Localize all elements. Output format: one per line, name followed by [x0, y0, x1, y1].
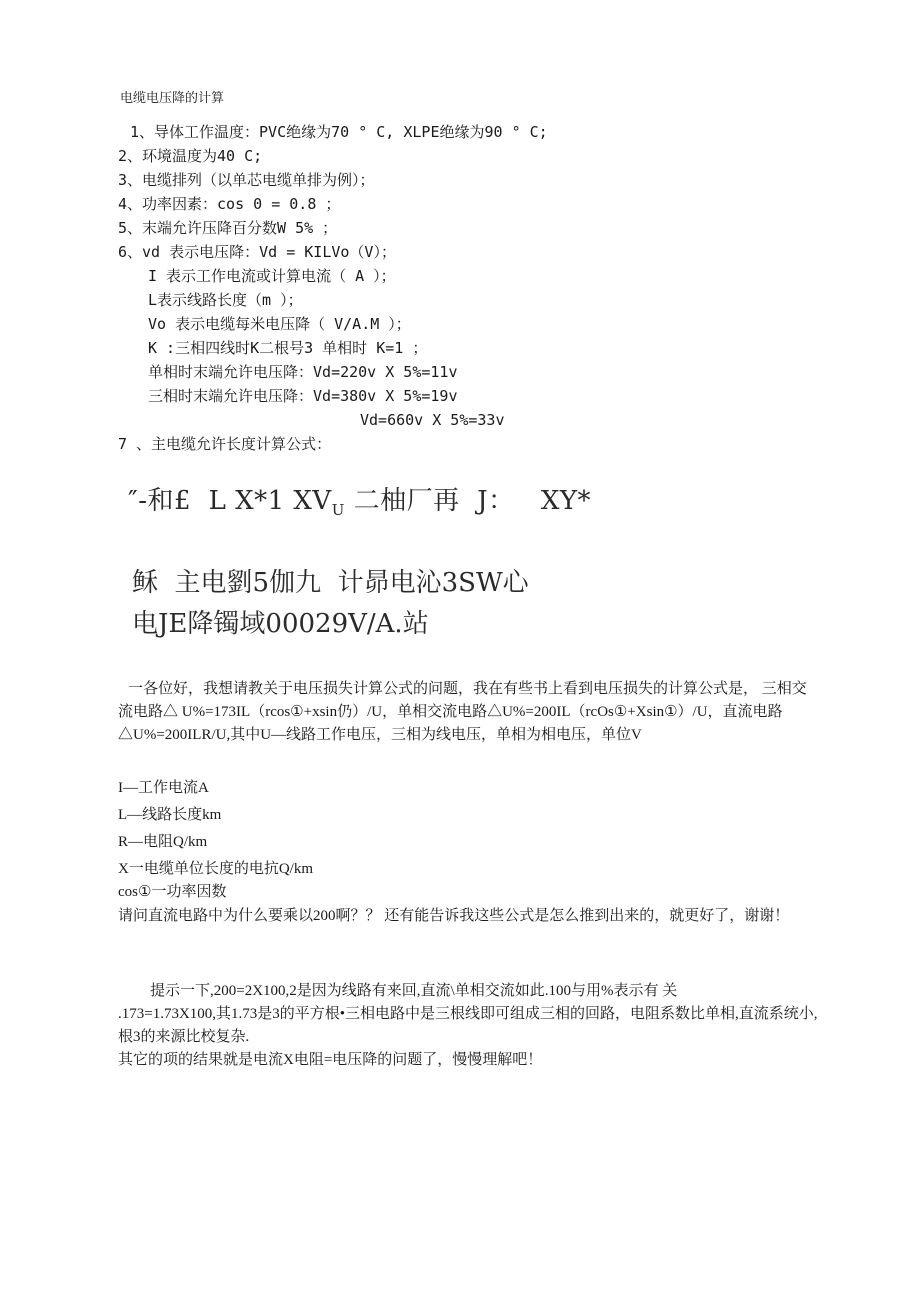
list-item: 1、导体工作温度：PVC绝缘为70 ° C, XLPE绝缘为90 ° C; — [130, 123, 548, 141]
answer-block — [118, 980, 818, 1072]
question-paragraph-2: 请问直流电路中为什么要乘以200啊？？ 还有能告诉我这些公式是怎么推到出来的，就更好了，谢谢！ — [118, 908, 790, 924]
list-item: I 表示工作电流或计算电流（ A ）； — [148, 267, 396, 285]
list-item: 7 、主电缆允许长度计算公式： — [118, 435, 332, 453]
definition-item: X一电缆单位长度的电抗Q/km — [118, 861, 314, 877]
document-title: 电缆电压降的计算 — [120, 91, 225, 106]
definition-list — [118, 775, 313, 883]
list-item: Vd=660v X 5%=33v — [360, 411, 505, 429]
formula-line-2: 稣 主电劉5伽九 计昴电沁3SW心 — [132, 568, 529, 598]
list-item: L表示线路长度（m ）； — [148, 291, 303, 309]
list-item: 2、环境温度为40 C; — [118, 147, 263, 165]
list-item: 三相时末端允许电压降：Vd=380v X 5%=19v — [148, 387, 458, 405]
definition-item: I—工作电流A — [118, 780, 209, 796]
list-item: 3、电缆排列（以单芯电缆单排为例）； — [118, 171, 375, 189]
list-item: K :三相四线时K二根号3 单相时 K=1 ； — [148, 339, 428, 357]
formula-line-3: 电JE降镯域00029V/A.站 — [132, 609, 429, 639]
formula-line-1 — [128, 480, 591, 519]
answer-paragraph: 其它的项的结果就是电流X电阻=电压降的问题了，慢慢理解吧！ — [118, 1052, 543, 1068]
list-item: 单相时末端允许电压降：Vd=220v X 5%=11v — [148, 363, 458, 381]
answer-paragraph: .173=1.73X100,其1.73是3的平方根•三相电路中是三根线即可组成三相的回路，电阻系数比单相,直流系统小,根3的来源比校复杂. — [118, 1006, 818, 1045]
cos-definition: cos①一功率因数 — [118, 884, 227, 900]
list-item: 5、末端允许压降百分数W 5% ； — [118, 219, 338, 237]
list-item: 6、vd 表示电压降：Vd = KILVo（V）； — [118, 243, 396, 261]
list-item: Vo 表示电缆每米电压降（ V/A.M ）； — [148, 315, 411, 333]
answer-paragraph: 提示一下,200=2X100,2是因为线路有来回,直流\单相交流如此.100与用%表示有 关 — [150, 983, 678, 999]
formula-part: 二柚厂再 J： XY* — [344, 486, 592, 516]
list-item: 4、功率因素：cos 0 = 0.8 ； — [118, 195, 341, 213]
parameter-list — [118, 120, 548, 456]
formula-subscript: U — [331, 501, 345, 519]
question-paragraph: 一各位好，我想请教关于电压损失计算公式的问题，我在有些书上看到电压损失的计算公式是， 三相交流电路△ U%=173IL（rcos①+xsin仍）/U，单相交流电路△U%=200IL（rcOs①+Xsin①）/U，直流电路 △U%=200ILR/U,其中U—线路工作电压，三相为线电压，单相为相电压，单位V — [118, 681, 807, 743]
definition-item: R—电阻Q/km — [118, 834, 208, 850]
definition-item: L—线路长度km — [118, 807, 222, 823]
formula-part: ″-和£ L X*1 XV — [128, 486, 332, 516]
